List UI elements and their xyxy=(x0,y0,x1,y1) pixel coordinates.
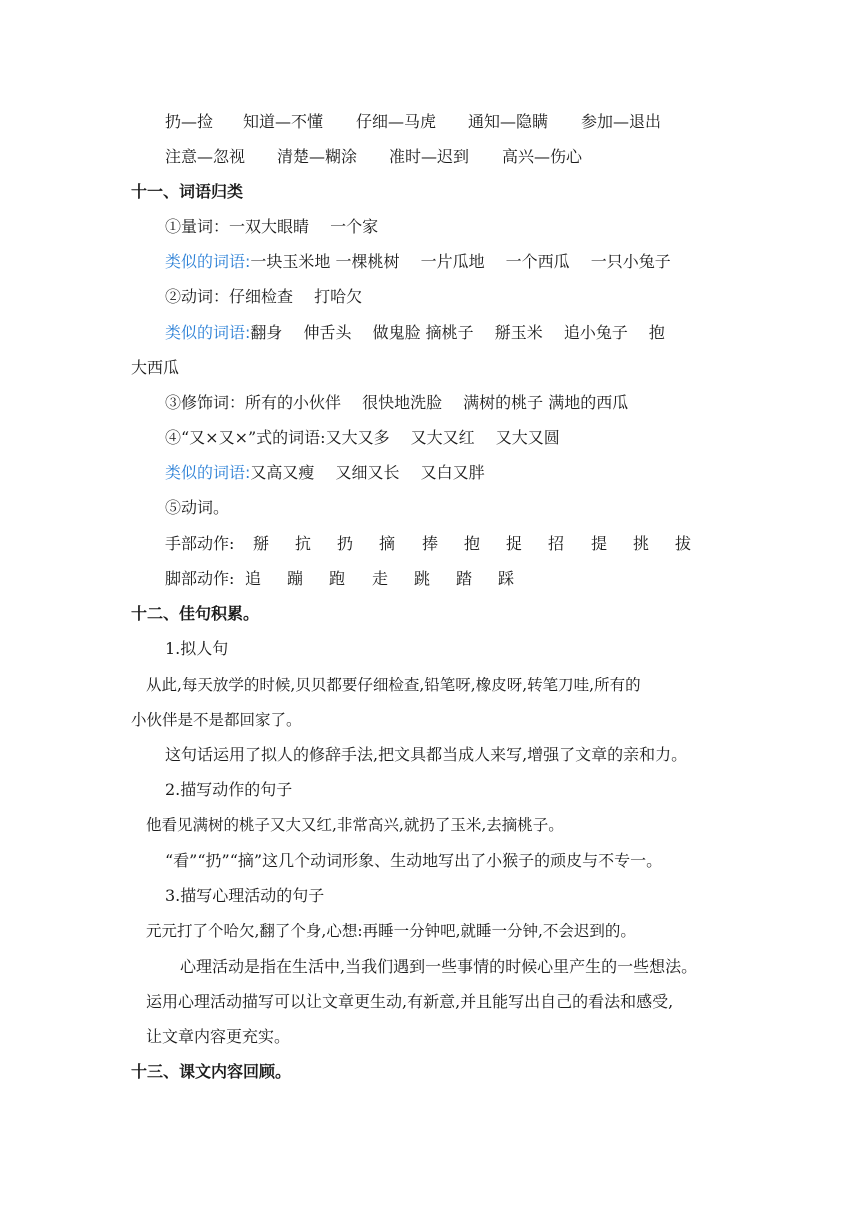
item3-note-line2: 运用心理活动描写可以让文章更生动,有新意,并且能写出自己的看法和感受, xyxy=(146,992,674,1011)
antonyms-row-1 xyxy=(165,111,661,133)
action-word: 追 xyxy=(245,569,262,588)
dongci-similar-line xyxy=(165,322,665,344)
action-word: 摘 xyxy=(379,534,396,553)
youxyou-similar-line xyxy=(165,462,485,484)
youxyou-line: ④“又×又×”式的词语:又大又多 又大又红 又大又圆 xyxy=(165,428,560,447)
action-word: 蹦 xyxy=(287,569,304,588)
action-word: 抱 xyxy=(464,534,481,553)
item3-title: 3.描写心理活动的句子 xyxy=(165,886,325,905)
similar-label: 类似的词语: xyxy=(165,252,251,271)
antonyms-row-2 xyxy=(165,146,582,168)
action-word: 提 xyxy=(591,534,608,553)
antonym-pair: 清楚—糊涂 xyxy=(277,147,358,166)
antonym-pair: 准时—迟到 xyxy=(389,147,470,166)
antonym-pair: 通知—隐瞒 xyxy=(468,112,549,131)
item3-note-line3: 让文章内容更充实。 xyxy=(146,1027,291,1046)
item3-note-line1: 心理活动是指在生活中,当我们遇到一些事情的时候心里产生的一些想法。 xyxy=(180,957,698,976)
action-word: 掰 xyxy=(253,534,270,553)
antonym-pair: 仔细—马虎 xyxy=(356,112,437,131)
dongci-line: ②动词：仔细检查 打哈欠 xyxy=(165,287,363,306)
item3-quote: 元元打了个哈欠,翻了个身,心想:再睡一分钟吧,就睡一分钟,不会迟到的。 xyxy=(146,922,636,940)
foot-actions-line xyxy=(165,568,514,590)
similar-words: 又高又瘦 又细又长 又白又胖 xyxy=(250,463,485,482)
item2-note: “看”“扔”“摘”这几个动词形象、生动地写出了小猴子的顽皮与不专一。 xyxy=(165,851,663,870)
liangci-line: ①量词：一双大眼睛 一个家 xyxy=(165,217,379,236)
similar-words: 一块玉米地 一棵桃树 一片瓜地 一个西瓜 一只小兔子 xyxy=(250,252,671,271)
antonym-pair: 扔—捡 xyxy=(165,112,214,131)
xiushici-line: ③修饰词：所有的小伙伴 很快地洗脸 满树的桃子 满地的西瓜 xyxy=(165,393,629,412)
item2-title: 2.描写动作的句子 xyxy=(165,780,293,799)
antonym-pair: 注意—忽视 xyxy=(165,147,246,166)
action-word: 挑 xyxy=(633,534,650,553)
action-word: 踩 xyxy=(498,569,515,588)
item1-title: 1.拟人句 xyxy=(165,639,229,658)
similar-words: 翻身 伸舌头 做鬼脸 摘桃子 掰玉米 追小兔子 抱 xyxy=(250,323,665,342)
antonym-pair: 高兴—伤心 xyxy=(502,147,583,166)
action-word: 跑 xyxy=(329,569,346,588)
liangci-similar-line xyxy=(165,251,671,273)
similar-label: 类似的词语: xyxy=(165,463,251,482)
action-word: 捉 xyxy=(506,534,523,553)
section-11-heading: 十一、词语归类 xyxy=(131,182,244,201)
item1-quote-line2: 小伙伴是不是都回家了。 xyxy=(131,711,302,729)
action-word: 拔 xyxy=(675,534,692,553)
dongci-similar-continued: 大西瓜 xyxy=(131,358,180,377)
section-13-heading: 十三、课文内容回顾。 xyxy=(131,1062,292,1081)
antonym-pair: 知道—不懂 xyxy=(243,112,324,131)
action-word: 走 xyxy=(372,569,389,588)
dongci2-line: ⑤动词。 xyxy=(165,498,230,517)
item1-note: 这句话运用了拟人的修辞手法,把文具都当成人来写,增强了文章的亲和力。 xyxy=(165,745,688,764)
hand-label: 手部动作: xyxy=(165,534,235,553)
item1-quote-line1: 从此,每天放学的时候,贝贝都要仔细检查,铅笔呀,橡皮呀,转笔刀哇,所有的 xyxy=(146,676,641,694)
item2-quote: 他看见满树的桃子又大又红,非常高兴,就扔了玉米,去摘桃子。 xyxy=(146,816,564,834)
section-12-heading: 十二、佳句积累。 xyxy=(131,604,260,623)
antonym-pair: 参加—退出 xyxy=(581,112,662,131)
action-word: 招 xyxy=(548,534,565,553)
action-word: 捧 xyxy=(422,534,439,553)
action-word: 扔 xyxy=(337,534,354,553)
action-word: 跳 xyxy=(414,569,431,588)
hand-actions-line xyxy=(165,533,691,555)
similar-label: 类似的词语: xyxy=(165,323,251,342)
action-word: 踏 xyxy=(456,569,473,588)
foot-label: 脚部动作: xyxy=(165,569,235,588)
action-word: 抗 xyxy=(295,534,312,553)
